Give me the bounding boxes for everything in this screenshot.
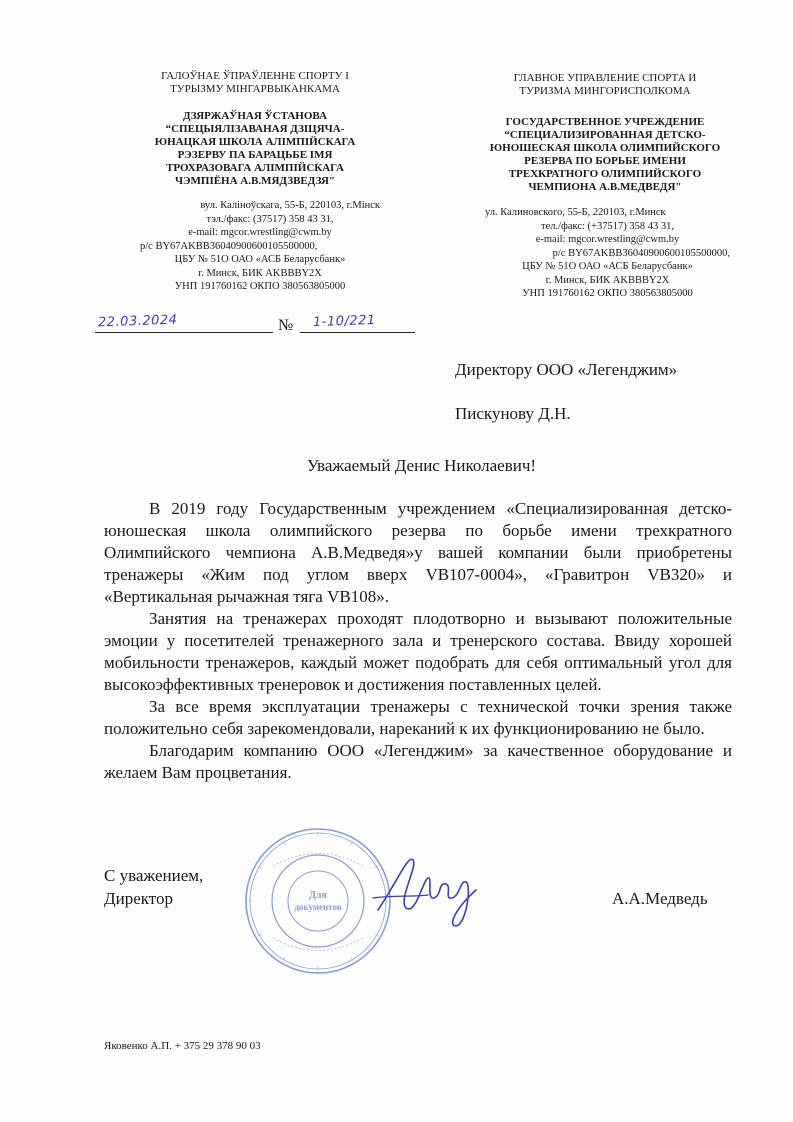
footer-contact: Яковенко А.П. + 375 29 378 90 03 bbox=[104, 1040, 261, 1052]
addressee-line-1: Директору ООО «Легенджим» bbox=[455, 360, 678, 379]
ref-number-sign: № bbox=[278, 317, 294, 334]
header-by-authority-2: ТУРЫЗМУ МІНГАРВЫКАНКАМА bbox=[170, 83, 340, 95]
header-by-detail: УНП 191760162 ОКПО 380563805000 bbox=[174, 281, 346, 292]
header-ru-authority-1: ГЛАВНОЕ УПРАВЛЕНИЕ СПОРТА И bbox=[513, 72, 697, 84]
closing-line-1: С уважением, bbox=[104, 866, 204, 885]
header-by-org-3: ЮНАЦКАЯ ШКОЛА АЛІМПІЙСКАГА bbox=[154, 136, 356, 148]
ref-number-line bbox=[300, 332, 415, 333]
header-by-org-2: “СПЕЦЫЯЛІЗАВАНАЯ ДЗІЦЯЧА- bbox=[165, 123, 345, 135]
header-ru-detail: тел./факс: (+37517) 358 43 31, bbox=[541, 220, 674, 232]
header-ru-org-1: ГОСУДАРСТВЕННОЕ УЧРЕЖДЕНИЕ bbox=[505, 116, 705, 128]
header-by-detail: ЦБУ № 51О ОАО «АСБ Беларусбанк» bbox=[174, 254, 346, 265]
header-by-detail: вул. Каліноўскага, 55-Б, 220103, г.Мінск bbox=[200, 200, 380, 211]
header-by-detail: р/с BY67AKBB36040900600105500000, bbox=[140, 240, 318, 252]
signature bbox=[368, 840, 488, 930]
header-ru-detail: ул. Калиновского, 55-Б, 220103, г.Минск bbox=[485, 207, 666, 218]
header-belarusian bbox=[120, 70, 390, 188]
header-ru-org-3: ЮНОШЕСКАЯ ШКОЛА ОЛИМПИЙСКОГО bbox=[489, 142, 721, 154]
header-by-detail: тэл./факс: (37517) 358 43 31, bbox=[206, 213, 334, 225]
header-ru-detail: e-mail: mgcor.wrestling@cwm.by bbox=[535, 234, 680, 245]
header-ru-details bbox=[485, 206, 730, 301]
closing-line-2: Директор bbox=[104, 889, 173, 908]
header-ru-detail: ЦБУ № 51О ОАО «АСБ Беларусбанк» bbox=[522, 261, 693, 272]
header-by-org-5: ТРОХРАЗОВАГА АЛІМПІЙСКАГА bbox=[166, 162, 344, 174]
header-ru-detail: г. Минск, БИК AKBBBY2X bbox=[545, 274, 670, 286]
salutation: Уважаемый Денис Николаевич! bbox=[306, 456, 537, 475]
header-by-org-4: РЭЗЕРВУ ПА БАРАЦЬБЕ ІМЯ bbox=[177, 149, 333, 161]
paragraph-1: В 2019 году Государственным учреждением «Специализированная детско-юношеская школа олимпийского резерва по борьбе имени трехкратного Олимпийского чемпиона А.В.Медведя»у вашей компании были приобретены тренажеры «Жим под углом вверх VB107-0004», «Гравитрон VB320» и «Вертикальная рычажная тяга VB108». bbox=[104, 499, 732, 606]
addressee-line-2: Пискунову Д.Н. bbox=[455, 404, 571, 423]
header-ru-detail: УНП 191760162 ОКПО 380563805000 bbox=[522, 288, 693, 299]
signatory-name: А.А.Медведь bbox=[612, 889, 708, 908]
header-ru-org-4: РЕЗЕРВА ПО БОРЬБЕ ИМЕНИ bbox=[524, 155, 686, 167]
header-by-org-6: ЧЭМПІЁНА А.В.МЯДЗВЕДЗЯ" bbox=[174, 175, 336, 187]
header-ru-org-2: “СПЕЦИАЛИЗИРОВАННАЯ ДЕТСКО- bbox=[504, 129, 706, 141]
header-russian bbox=[460, 72, 750, 194]
paragraph-2: Занятия на тренажерах проходят плодотворно и вызывают положительные эмоции у посетителей тренажерного зала и тренерского состава. Ввиду хорошей мобильности тренажеров, каждый может подобрать для себя оптимальный угол для высокоэффективных тренеровок и достижения поставленных целей. bbox=[104, 609, 732, 694]
ref-date-line bbox=[95, 332, 273, 333]
stamp-text-1: Для bbox=[309, 890, 327, 901]
ref-number: 1-10/221 bbox=[312, 312, 376, 331]
stamp-text-2: документов bbox=[294, 902, 342, 912]
header-by-details bbox=[140, 199, 380, 294]
paragraph-3: За все время эксплуатации тренажеры с технической точки зрения также положительно себя зарекомендовали, нареканий к их функционированию не было. bbox=[104, 697, 732, 738]
header-ru-org-5: ТРЕХКРАТНОГО ОЛИМПИЙСКОГО bbox=[508, 168, 702, 180]
header-ru-detail: р/с BY67AKBB36040900600105500000, bbox=[552, 247, 730, 259]
header-ru-org-6: ЧЕМПИОНА А.В.МЕДВЕДЯ" bbox=[528, 181, 682, 193]
letter-body bbox=[104, 498, 732, 784]
header-by-org-1: ДЗЯРЖАЎНАЯ ЎСТАНОВА bbox=[182, 110, 328, 122]
ref-date: 22.03.2024 bbox=[97, 312, 178, 331]
header-by-detail: e-mail: mgcor.wrestling@cwm.by bbox=[188, 227, 332, 238]
header-by-authority-1: ГАЛОЎНАЕ ЎПРАЎЛЕННЕ СПОРТУ І bbox=[161, 70, 349, 82]
header-by-detail: г. Минск, БИК AKBBBY2X bbox=[198, 267, 322, 279]
paragraph-4: Благодарим компанию ООО «Легенджим» за качественное оборудование и желаем Вам процветания. bbox=[104, 741, 732, 782]
header-ru-authority-2: ТУРИЗМА МИНГОРИСПОЛКОМА bbox=[519, 85, 691, 97]
